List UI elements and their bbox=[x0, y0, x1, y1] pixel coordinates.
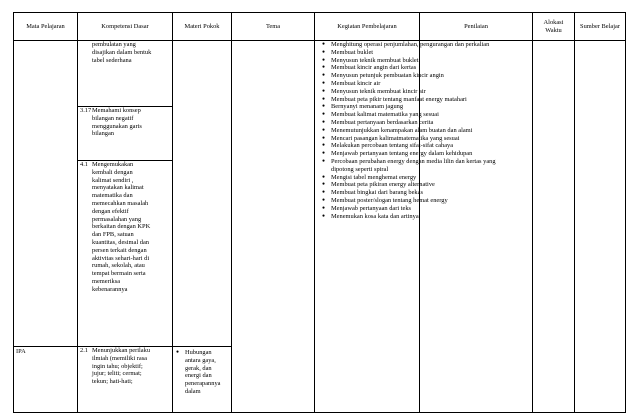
kegiatan-item: ● Membuat pertanyaan berdasarkan cerita bbox=[331, 119, 501, 127]
kegiatan-item: ● Menemukan kosa kata dan artinya bbox=[331, 213, 501, 221]
cell-mata-pelajaran bbox=[14, 41, 78, 107]
cell-kd-continue bbox=[78, 41, 173, 107]
header-tema: Tema bbox=[232, 13, 315, 41]
header-kompetensi-dasar: Kompetensi Dasar bbox=[78, 13, 173, 41]
kegiatan-item: ● Menyusun teknik membuat kincir air bbox=[331, 88, 501, 96]
header-alokasi-waktu: Alokasi Waktu bbox=[533, 13, 575, 41]
kegiatan-item: ● Membuat kincir angin dari kertas bbox=[331, 64, 501, 72]
cell-materi-top bbox=[173, 41, 232, 107]
materi-item: ● Hubungan antara gaya, gerak, dan energi dan penerapannya dalam bbox=[185, 349, 227, 396]
kegiatan-item: ● Membuat poster/slogan tentang hemat energy bbox=[331, 197, 501, 205]
table-row bbox=[14, 41, 626, 107]
kd-21-number: 2.1 bbox=[80, 347, 88, 354]
cell-mata-pelajaran-3 bbox=[14, 161, 78, 347]
cell-tema bbox=[232, 41, 315, 413]
header-penilaian: Penilaian bbox=[420, 13, 533, 41]
kegiatan-item: ● Menghitung operasi penjumlahan, pengurangan dan perkalian bbox=[331, 41, 501, 49]
cell-materi-ipa bbox=[173, 347, 232, 413]
kegiatan-item: ● Membuat kincir air bbox=[331, 80, 501, 88]
kd-continue-text: pembulatan yang disajikan dalam bentuk tabel sederhana bbox=[92, 41, 152, 64]
kegiatan-item: ● Membuat peta pikiran energy alternative bbox=[331, 181, 501, 189]
cell-alokasi bbox=[533, 41, 575, 413]
kegiatan-item: ● Menemutunjukkan kenampakan alam buatan dan alami bbox=[331, 127, 501, 135]
kegiatan-item: ● Menjawab pertanyaan tentang energy dalam kehidupan bbox=[331, 150, 501, 158]
cell-kd-41 bbox=[78, 161, 173, 347]
cell-ipa: IPA bbox=[14, 347, 78, 413]
kd-41-number: 4.1 bbox=[80, 161, 88, 168]
kd-317-text: Memahami konsep bilangan negatif menggunakan garis bilangan bbox=[92, 107, 142, 138]
kegiatan-item: ● Membuat buklet bbox=[331, 49, 501, 57]
kegiatan-item: ● Menjawab pertanyaan dari teks bbox=[331, 205, 501, 213]
header-sumber-belajar: Sumber Belajar bbox=[575, 13, 626, 41]
cell-mata-pelajaran-2 bbox=[14, 107, 78, 161]
cell-kd-21 bbox=[78, 347, 173, 413]
kegiatan-item: ● Melakukan percobaan tentang sifat-sifat cahaya bbox=[331, 142, 501, 150]
cell-materi-3 bbox=[173, 161, 232, 347]
header-materi-pokok: Materi Pokok bbox=[173, 13, 232, 41]
kd-21-text: Menunjukkan perilaku ilmiah (memiliki rasa ingin tahu; objektif; jujur; teliti; cermat; tekun; hati-hati; bbox=[92, 347, 151, 386]
kegiatan-item: ● Membuat bingkai dari barang bekas bbox=[331, 189, 501, 197]
header-kegiatan-pembelajaran: Kegiatan Pembelajaran bbox=[315, 13, 420, 41]
cell-sumber bbox=[575, 41, 626, 413]
kd-41-text: Mengemukakan kembali dengan kalimat sendiri , menyatakan kalimat matematika dan memecahkan masalah dengan efektif permasalahan yang berkaitan dengan KPK dan FPB, satuan kuantitas, desimal dan persen terkait dengan aktivitas sehari-hari di rumah, sekolah, atau tempat bermain serta memeriksa kebenarannya bbox=[92, 161, 151, 293]
kegiatan-list bbox=[319, 41, 501, 220]
header-mata-pelajaran: Mata Pelajaran bbox=[14, 13, 78, 41]
kegiatan-item: ● Membuat kalimat matematika yang sesuai bbox=[331, 111, 501, 119]
kd-317-number: 3.17 bbox=[80, 107, 92, 114]
kegiatan-item: ● Mengisi tabel menghemat energy bbox=[331, 174, 501, 182]
kegiatan-item: ● Menyusun petunjuk pembuatan kincir angin bbox=[331, 72, 501, 80]
kegiatan-item: ● Mencari pasangan kalimatmatematika yang sesuai bbox=[331, 135, 501, 143]
cell-kd-317 bbox=[78, 107, 173, 161]
kegiatan-item: ● Percobaan perubahan energy dengan media lilin dan kertas yang dipotong seperti spiral bbox=[331, 158, 501, 174]
cell-kegiatan bbox=[315, 41, 496, 413]
header-row bbox=[14, 13, 626, 41]
syllabus-table bbox=[13, 12, 626, 413]
materi-list bbox=[173, 347, 231, 396]
kegiatan-item: ● Menyusun teknik membuat buklet bbox=[331, 57, 501, 65]
cell-materi-2 bbox=[173, 107, 232, 161]
kegiatan-item: ● Bernyanyi menanam jagung bbox=[331, 103, 501, 111]
kegiatan-item: ● Membuat peta pikir tentang manfaat energy matahari bbox=[331, 96, 501, 104]
